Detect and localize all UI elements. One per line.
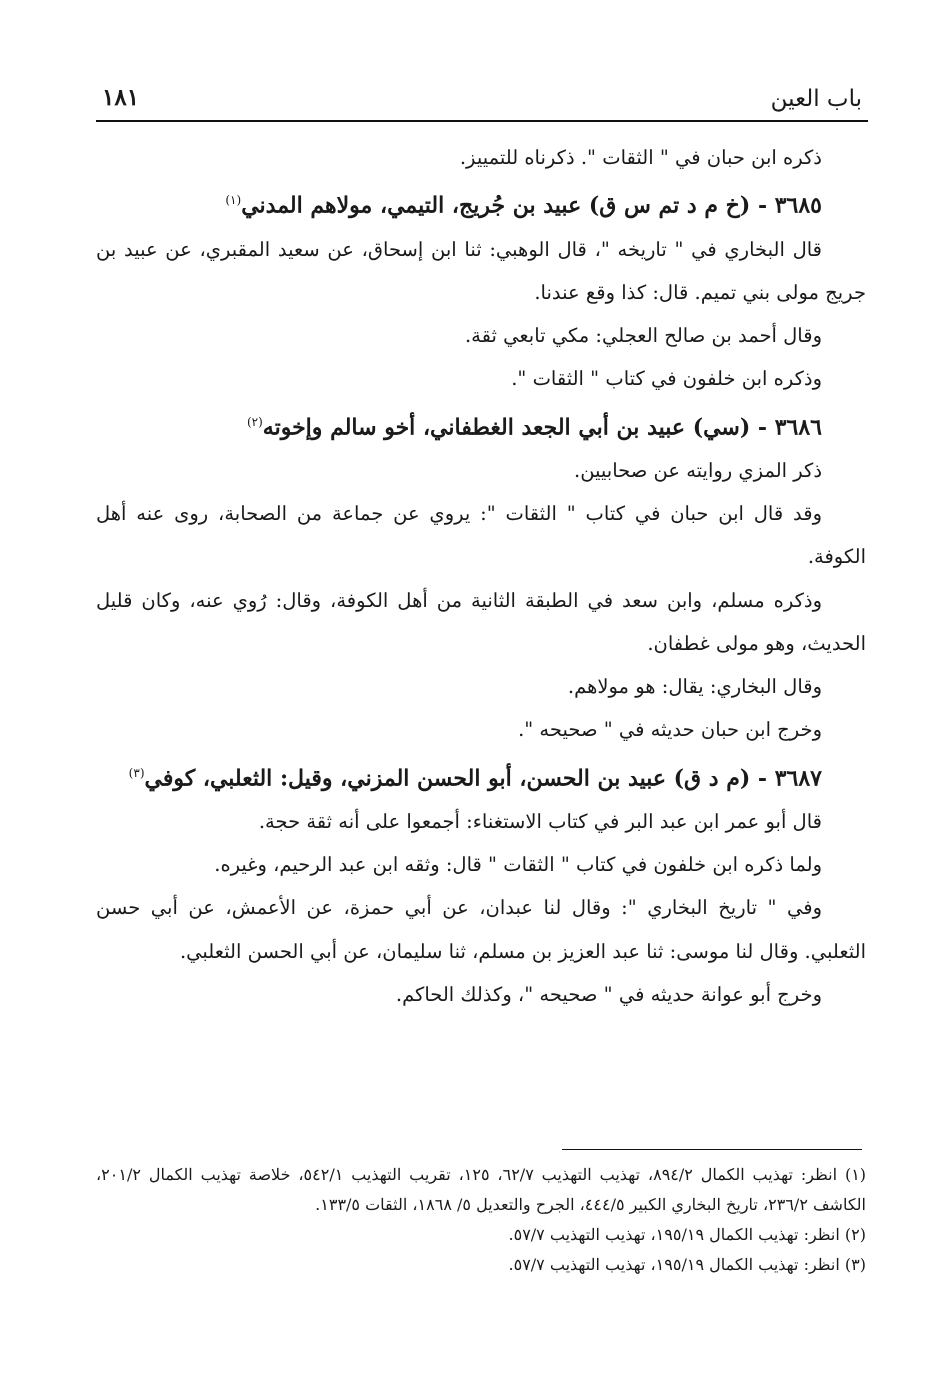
paragraph: وفي " تاريخ البخاري ": وقال لنا عبدان، عن أبي حمزة، عن الأعمش، عن أبي حسن الثعلبي. وقال لنا موسى: ثنا عبد العزيز بن مسلم، ثنا سليمان، عن أبي الحسن الثعلبي. <box>96 896 866 963</box>
entry-title: ٣٦٨٦ - (سي) عبيد بن أبي الجعد الغطفاني، أخو سالم وإخوته <box>262 413 822 440</box>
footnote-ref: (١) <box>225 193 242 208</box>
page-header <box>96 84 864 120</box>
entry-heading <box>96 179 866 228</box>
footnote: (٢) انظر: تهذيب الكمال ١٩٥/١٩، تهذيب التهذيب ٥٧/٧. <box>508 1225 866 1244</box>
paragraph: قال البخاري في " تاريخه "، قال الوهبي: ثنا ابن إسحاق، عن سعيد المقبري، عن عبيد بن جريج مولى بني تميم. قال: كذا وقع عندنا. <box>96 237 866 304</box>
paragraph: ولما ذكره ابن خلفون في كتاب " الثقات " قال: وثقه ابن عبد الرحيم، وغيره. <box>214 853 822 877</box>
footnote: (٣) انظر: تهذيب الكمال ١٩٥/١٩، تهذيب التهذيب ٥٧/٧. <box>508 1255 866 1274</box>
entry-title: ٣٦٨٧ - (م د ق) عبيد بن الحسن، أبو الحسن المزني، وقيل: الثعلبي، كوفي <box>144 764 822 791</box>
entry-title: ٣٦٨٥ - (خ م د تم س ق) عبيد بن جُريج، التيمي، مولاهم المدني <box>241 192 822 219</box>
paragraph: وقال أحمد بن صالح العجلي: مكي تابعي ثقة. <box>464 324 822 348</box>
footnote-ref: (٢) <box>246 414 263 429</box>
footnote: (١) انظر: تهذيب الكمال ٨٩٤/٢، تهذيب التهذيب ٦٢/٧، ١٢٥، تقريب التهذيب ٥٤٢/١، خلاصة تهذيب الكمال ٢٠١/٢، الكاشف ٢٣٦/٢، تاريخ البخاري الكبير ٤٤٤/٥، الجرح والتعديل ٥/ ١٨٦٨، الثقات ١٣٣/٥. <box>96 1165 867 1214</box>
paragraph: وخرج أبو عوانة حديثه في " صحيحه "، وكذلك الحاكم. <box>395 982 822 1006</box>
entry-heading <box>96 752 866 801</box>
footnote-rule <box>562 1149 862 1150</box>
paragraph: وقال البخاري: يقال: هو مولاهم. <box>567 675 822 699</box>
paragraph: ذكره ابن حبان في " الثقات ". ذكرناه للتمييز. <box>459 146 822 169</box>
footnotes <box>96 1160 866 1280</box>
page-number: ١٨١ <box>102 84 140 111</box>
entry-heading <box>96 401 866 450</box>
paragraph: قال أبو عمر ابن عبد البر في كتاب الاستغناء: أجمعوا على أنه ثقة حجة. <box>258 810 822 834</box>
main-text <box>96 136 866 1016</box>
paragraph: وذكره ابن خلفون في كتاب " الثقات ". <box>511 367 822 391</box>
paragraph: وقد قال ابن حبان في كتاب " الثقات ": يروي عن جماعة من الصحابة، روى عنه أهل الكوفة. <box>96 502 866 569</box>
chapter-title: باب العين <box>770 86 862 112</box>
paragraph: ذكر المزي روايته عن صحابيين. <box>574 459 822 483</box>
header-rule <box>96 120 868 122</box>
footnote-ref: (٣) <box>128 765 145 780</box>
paragraph: وذكره مسلم، وابن سعد في الطبقة الثانية من أهل الكوفة، وقال: رُوي عنه، وكان قليل الحديث، وهو مولى غطفان. <box>96 588 866 655</box>
paragraph: وخرج ابن حبان حديثه في " صحيحه ". <box>518 718 822 742</box>
